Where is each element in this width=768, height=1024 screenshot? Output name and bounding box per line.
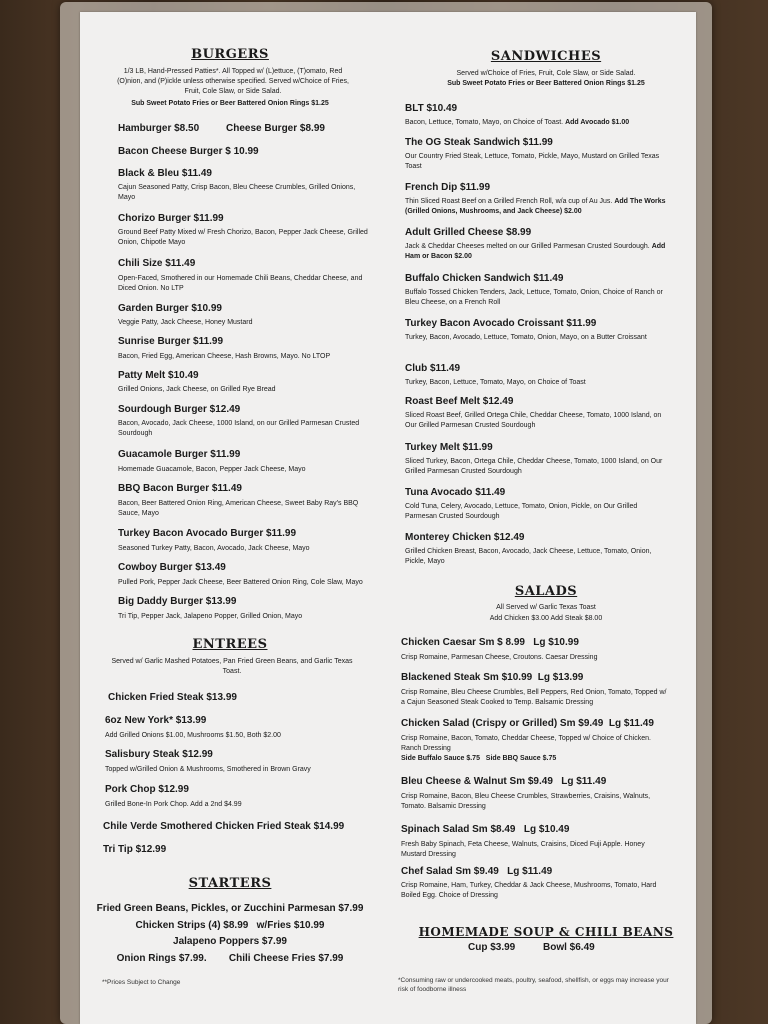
salads-intro-toast: All Served w/ Garlic Texas Toast [496, 604, 596, 611]
entree-item-name: Pork Chop $12.99 [105, 784, 189, 795]
salad-item-desc: Crisp Romaine, Bacon, Tomato, Cheddar Cheese, Topped w/ Choice of Chicken. Ranch Dressing Side Buffalo Sauce $.75 Side BBQ Sauce $.75 [401, 735, 651, 762]
sandwich-item-name: The OG Steak Sandwich $11.99 [405, 137, 553, 148]
burger-item-name: Big Daddy Burger $13.99 [118, 596, 237, 607]
sandwich-item-name: Turkey Bacon Avocado Croissant $11.99 [405, 318, 597, 329]
burger-item-name: BBQ Bacon Burger $11.49 [118, 483, 242, 494]
entree-item-name: Salisbury Steak $12.99 [105, 749, 213, 760]
sandwiches-title: SANDWICHES [490, 49, 602, 64]
soup-bowl-price: Bowl $6.49 [543, 942, 595, 953]
burger-item-name: Guacamole Burger $11.99 [118, 449, 241, 460]
starter-line: Chicken Strips (4) $8.99 w/Fries $10.99 [135, 920, 325, 931]
burgers-intro: 1/3 LB, Hand-Pressed Patties*. All Topped w/ (L)ettuce, (T)omato, Red (O)nion, and (P)ickle unless otherwise specified. Served w/Choice of Fries, Fruit, Cole Slaw, or Side Salad. [117, 68, 349, 95]
burger-item-desc: Pulled Pork, Pepper Jack Cheese, Beer Battered Onion Ring, Cole Slaw, Mayo [118, 579, 363, 586]
burger-item-name: Bacon Cheese Burger $ 10.99 [118, 146, 259, 157]
sandwich-item-desc: Bacon, Lettuce, Tomato, Mayo, on Choice of Toast. Add Avocado $1.00 [405, 119, 630, 126]
sandwich-item-desc: Grilled Chicken Breast, Bacon, Avocado, Jack Cheese, Lettuce, Tomato, Onion, Pickle, Mayo [405, 548, 652, 565]
burger-item-desc: Bacon, Avocado, Jack Cheese, 1000 Island, on our Grilled Parmesan Crusted Sourdough [118, 420, 360, 437]
burgers-sub-note: Sub Sweet Potato Fries or Beer Battered Onion Rings $1.25 [131, 100, 329, 107]
salad-item-name: Bleu Cheese & Walnut Sm $9.49 Lg $11.49 [401, 776, 607, 787]
sandwich-item-name: Club $11.49 [405, 363, 461, 374]
salad-item-name: Chicken Caesar Sm $ 8.99 Lg $10.99 [401, 637, 579, 648]
burger-item-name: Chorizo Burger $11.99 [118, 213, 224, 224]
burger-item-desc: Bacon, Beer Battered Onion Ring, American Cheese, Sweet Baby Ray's BBQ Sauce, Mayo [118, 500, 359, 517]
entree-item-desc: Add Grilled Onions $1.00, Mushrooms $1.50, Both $2.00 [105, 732, 281, 739]
burger-item-desc: Homemade Guacamole, Bacon, Pepper Jack Cheese, Mayo [118, 466, 306, 473]
burger-item-name: Sunrise Burger $11.99 [118, 336, 224, 347]
sandwich-item-name: Roast Beef Melt $12.49 [405, 396, 514, 407]
sandwich-item-name: BLT $10.49 [405, 103, 458, 114]
sandwich-item-desc: Thin Sliced Roast Beef on a Grilled French Roll, w/a cup of Au Jus. Add The Works (Grilled Onions, Mushrooms, and Jack Cheese) $2.00 [405, 198, 666, 215]
burger-item-desc: Grilled Onions, Jack Cheese, on Grilled Rye Bread [118, 386, 276, 393]
burger-item-desc: Tri Tip, Pepper Jack, Jalapeno Popper, Grilled Onion, Mayo [118, 613, 303, 620]
starters-title: STARTERS [188, 876, 272, 891]
salad-item-name: Blackened Steak Sm $10.99 Lg $13.99 [401, 672, 584, 683]
sandwich-item-name: Monterey Chicken $12.49 [405, 532, 525, 543]
entree-item-name: Tri Tip $12.99 [103, 844, 167, 855]
entrees-intro: Served w/ Garlic Mashed Potatoes, Pan Fried Green Beans, and Garlic Texas Toast. [111, 658, 353, 675]
burger-item-desc: Open-Faced, Smothered in our Homemade Chili Beans, Cheddar Cheese, and Diced Onion. No LTP [118, 275, 363, 292]
sandwich-item-name: Tuna Avocado $11.49 [405, 487, 506, 498]
burgers-title: BURGERS [191, 47, 269, 62]
sandwich-item-name: Adult Grilled Cheese $8.99 [405, 227, 532, 238]
salad-item-name: Chicken Salad (Crispy or Grilled) Sm $9.49 Lg $11.49 [401, 718, 654, 729]
burger-item-desc: Ground Beef Patty Mixed w/ Fresh Chorizo, Bacon, Pepper Jack Cheese, Grilled Onion, Chipotle Mayo [118, 229, 368, 246]
burger-item-name: Garden Burger $10.99 [118, 303, 222, 314]
salad-item-desc: Crisp Romaine, Bleu Cheese Crumbles, Bell Peppers, Red Onion, Tomato, Topped w/ a Cajun Seasoned Steak Cooked to Temp. Balsamic Dressing [401, 689, 667, 706]
salad-item-name: Chef Salad Sm $9.49 Lg $11.49 [401, 866, 553, 877]
entree-item-name: 6oz New York* $13.99 [105, 715, 207, 726]
sandwich-item-desc: Jack & Cheddar Cheeses melted on our Grilled Parmesan Crusted Sourdough. Add Ham or Bacon $2.00 [405, 243, 666, 260]
burger-item-desc: Veggie Patty, Jack Cheese, Honey Mustard [118, 319, 253, 326]
salad-item-desc: Crisp Romaine, Bacon, Bleu Cheese Crumbles, Strawberries, Craisins, Walnuts, Tomato. Balsamic Dressing [401, 793, 651, 810]
consumption-warning: *Consuming raw or undercooked meats, poultry, seafood, shellfish, or eggs may increase your risk of foodborne illness [398, 977, 669, 993]
entree-item-name: Chile Verde Smothered Chicken Fried Steak $14.99 [103, 821, 345, 832]
sandwich-item-desc: Turkey, Bacon, Avocado, Lettuce, Tomato, Onion, Mayo, on a Butter Croissant [405, 334, 647, 341]
starter-line: Jalapeno Poppers $7.99 [173, 936, 287, 947]
sandwich-item-desc: Our Country Fried Steak, Lettuce, Tomato, Pickle, Mayo, Mustard on Grilled Texas Toast [405, 153, 660, 170]
soup-title: HOMEMADE SOUP & CHILI BEANS [418, 925, 674, 939]
sandwich-item-desc: Cold Tuna, Celery, Avocado, Lettuce, Tomato, Onion, Pickle, on Our Grilled Parmesan Crusted Sourdough [405, 503, 638, 520]
burger-item-name: Patty Melt $10.49 [118, 370, 199, 381]
salad-item-desc: Crisp Romaine, Parmesan Cheese, Croutons. Caesar Dressing [401, 654, 598, 661]
entrees-title: ENTREES [192, 637, 268, 652]
salads-title: SALADS [514, 584, 578, 599]
burger-item-name: Black & Bleu $11.49 [118, 168, 212, 179]
sandwich-item-desc: Turkey, Bacon, Lettuce, Tomato, Mayo, on Choice of Toast [405, 379, 586, 386]
burger-item-name: Chili Size $11.49 [118, 258, 196, 269]
entree-item-desc: Topped w/Grilled Onion & Mushrooms, Smothered in Brown Gravy [105, 766, 311, 773]
burger-item-desc: Cajun Seasoned Patty, Crisp Bacon, Bleu Cheese Crumbles, Grilled Onions, Mayo [118, 184, 356, 201]
entree-item-desc: Grilled Bone-In Pork Chop. Add a 2nd $4.99 [105, 801, 242, 808]
sandwich-item-name: French Dip $11.99 [405, 182, 491, 193]
starter-line: Fried Green Beans, Pickles, or Zucchini Parmesan $7.99 [96, 903, 364, 914]
burger-item-name: Sourdough Burger $12.49 [118, 404, 241, 415]
sandwich-item-name: Turkey Melt $11.99 [405, 442, 493, 453]
burger-item-desc: Bacon, Fried Egg, American Cheese, Hash Browns, Mayo. No LTOP [118, 353, 331, 360]
sandwich-item-desc: Sliced Turkey, Bacon, Ortega Chile, Cheddar Cheese, Tomato, 1000 Island, on Our Grilled Parmesan Crusted Sourdough [405, 458, 663, 475]
hamburger-item: Hamburger $8.50 [118, 123, 200, 134]
burger-item-name: Turkey Bacon Avocado Burger $11.99 [118, 528, 297, 539]
sandwiches-intro: Served w/Choice of Fries, Fruit, Cole Slaw, or Side Salad. [456, 70, 636, 77]
burger-item-desc: Seasoned Turkey Patty, Bacon, Avocado, Jack Cheese, Mayo [118, 545, 310, 552]
menu-page [80, 12, 696, 1024]
salad-item-name: Spinach Salad Sm $8.49 Lg $10.49 [401, 824, 570, 835]
burger-item-name: Cowboy Burger $13.49 [118, 562, 226, 573]
salads-intro-add: Add Chicken $3.00 Add Steak $8.00 [489, 615, 603, 622]
salad-item-desc: Crisp Romaine, Ham, Turkey, Cheddar & Jack Cheese, Mushrooms, Tomato, Hard Boiled Egg. Choice of Dressing [401, 882, 657, 899]
prices-note: **Prices Subject to Change [102, 979, 181, 986]
entree-item-name: Chicken Fried Steak $13.99 [108, 692, 237, 703]
sandwich-item-desc: Sliced Roast Beef, Grilled Ortega Chile, Cheddar Cheese, Tomato, 1000 Island, on Our Grilled Parmesan Crusted Sourdough [405, 412, 662, 429]
sandwich-item-name: Buffalo Chicken Sandwich $11.49 [405, 273, 564, 284]
starter-line: Onion Rings $7.99. Chili Cheese Fries $7.99 [116, 953, 344, 964]
cheese-burger-item: Cheese Burger $8.99 [226, 123, 325, 134]
sandwich-item-desc: Buffalo Tossed Chicken Tenders, Jack, Lettuce, Tomato, Onion, Choice of Ranch or Bleu Cheese, on a French Roll [405, 289, 663, 306]
salad-item-desc: Fresh Baby Spinach, Feta Cheese, Walnuts, Craisins, Diced Fuji Apple. Honey Mustard Dressing [401, 841, 645, 858]
sandwiches-sub-note: Sub Sweet Potato Fries or Beer Battered Onion Rings $1.25 [447, 80, 645, 87]
soup-cup-price: Cup $3.99 [468, 942, 516, 953]
